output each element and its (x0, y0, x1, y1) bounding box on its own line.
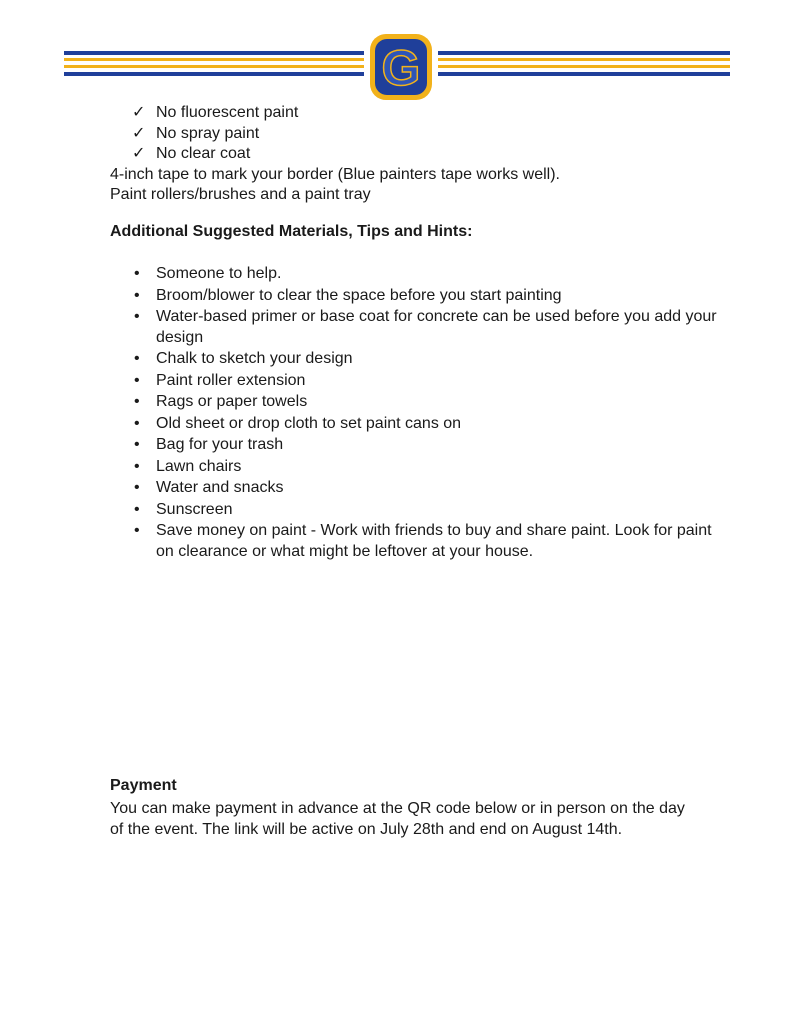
list-item: • Save money on paint - Work with friends to buy and share paint. Look for paint on clearance or what might be leftover at your house. (134, 522, 712, 560)
tips-list (134, 264, 724, 563)
g-logo (364, 30, 438, 104)
bullet-icon: • (134, 457, 140, 475)
bullet-icon: • (134, 414, 140, 432)
list-item: • Rags or paper towels (134, 392, 724, 413)
list-item: • Bag for your trash (134, 435, 724, 456)
bullet-icon: • (134, 371, 140, 389)
list-item: ✓ No fluorescent paint (132, 103, 298, 124)
list-item: • Sunscreen (134, 500, 724, 521)
bullet-icon: • (134, 393, 140, 410)
bullet-icon: • (134, 479, 140, 496)
list-item: • Paint roller extension (134, 371, 724, 392)
tips-heading: Additional Suggested Materials, Tips and Hints: (110, 223, 473, 240)
header-stripes-right (438, 48, 730, 82)
payment-heading: Payment (110, 777, 177, 794)
list-item: • Lawn chairs (134, 457, 724, 478)
list-item: • Water and snacks (134, 478, 724, 499)
list-item: ✓ No clear coat (132, 144, 298, 165)
list-item: • Someone to help. (134, 264, 724, 285)
bullet-icon: • (134, 522, 140, 539)
logo-letter: G (381, 40, 421, 96)
materials-rollers: Paint rollers/brushes and a paint tray (110, 186, 371, 203)
list-item: • Old sheet or drop cloth to set paint cans on (134, 414, 724, 435)
payment-body: You can make payment in advance at the QR code below or in person on the day of the event. The link will be active on July 28th and end on August 14th. (110, 800, 685, 838)
list-item: ✓ No spray paint (132, 124, 298, 145)
list-item: • Water-based primer or base coat for concrete can be used before you add your design (134, 308, 717, 346)
checkmark-icon: ✓ (132, 124, 146, 142)
bullet-icon: • (134, 500, 140, 518)
bullet-icon: • (134, 265, 140, 282)
bullet-icon: • (134, 436, 140, 453)
bullet-icon: • (134, 308, 140, 325)
list-item: • Chalk to sketch your design (134, 349, 724, 370)
checkmark-icon: ✓ (132, 145, 146, 162)
bullet-icon: • (134, 286, 140, 304)
checkmark-icon: ✓ (132, 104, 146, 121)
bullet-icon: • (134, 350, 140, 367)
header-stripes-left (64, 48, 364, 82)
checklist (132, 103, 298, 165)
list-item: • Broom/blower to clear the space before you start painting (134, 286, 724, 307)
materials-tape: 4-inch tape to mark your border (Blue painters tape works well). (110, 166, 560, 183)
